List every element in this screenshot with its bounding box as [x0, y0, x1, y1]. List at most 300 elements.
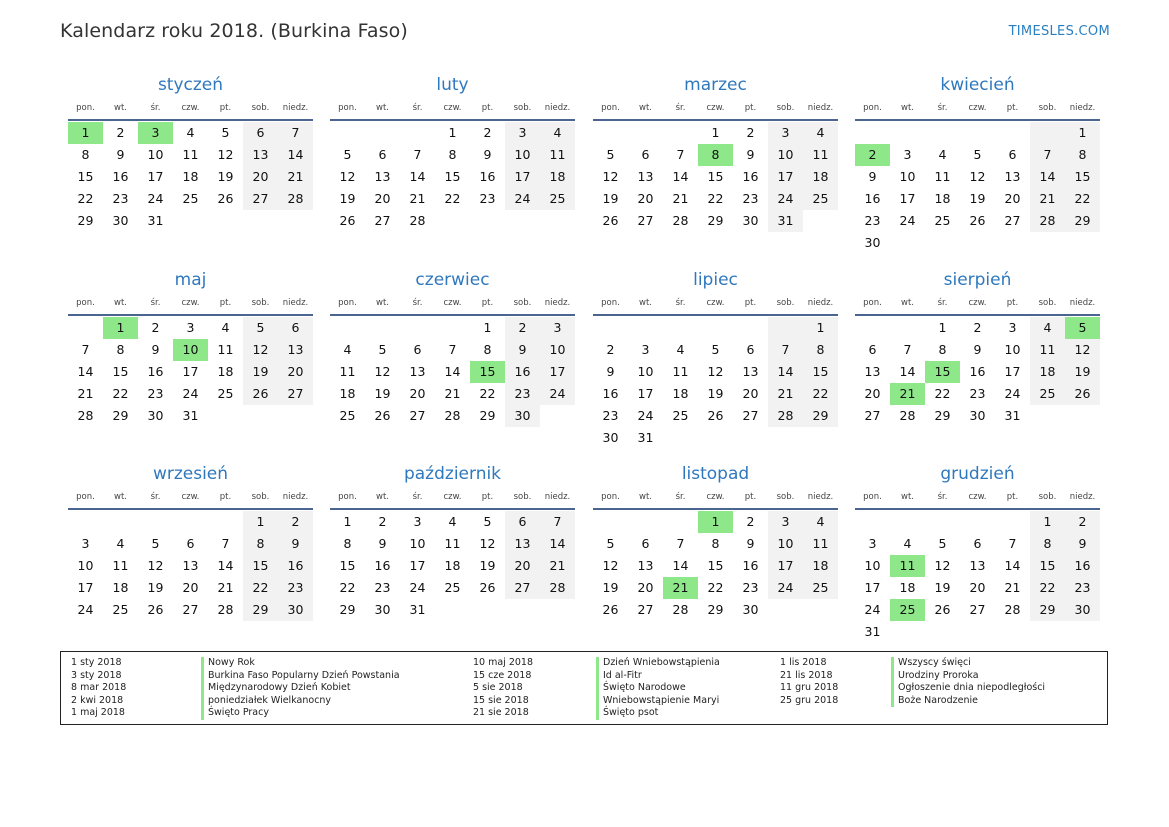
day-cell: 2 — [606, 342, 615, 357]
day-cell: 12 — [602, 558, 619, 573]
day-cell: 7 — [768, 339, 803, 361]
weekday-label: czw. — [706, 492, 725, 502]
day-cell: 9 — [378, 536, 387, 551]
day-cell: 27 — [278, 383, 313, 405]
weekday-label: pt. — [744, 298, 757, 308]
empty-cell — [1065, 621, 1100, 643]
day-cell: 3 — [81, 536, 90, 551]
empty-cell — [68, 511, 103, 533]
month-2 — [330, 72, 575, 232]
day-cell: 4 — [938, 147, 947, 162]
day-cell: 5 — [378, 342, 387, 357]
day-cell: 17 — [1004, 364, 1021, 379]
day-cell: 27 — [637, 602, 654, 617]
page-title: Kalendarz roku 2018. (Burkina Faso) — [60, 20, 408, 42]
day-cell: 19 — [707, 386, 724, 401]
empty-cell — [768, 317, 803, 339]
weekday-label: pon. — [601, 492, 620, 502]
day-cell: 8 — [343, 536, 352, 551]
empty-cell — [365, 122, 400, 144]
legend-col3-names — [891, 657, 1045, 707]
holiday-day-cell: 8 — [698, 144, 733, 166]
day-cell: 4 — [1030, 317, 1065, 339]
weekday-label: wt. — [376, 492, 389, 502]
month-3 — [593, 72, 838, 232]
day-cell: 25 — [112, 602, 129, 617]
day-cell: 7 — [676, 536, 685, 551]
day-cell: 12 — [479, 536, 496, 551]
legend-date: 21 lis 2018 — [780, 669, 833, 681]
day-cell: 22 — [803, 383, 838, 405]
day-cell: 31 — [637, 430, 654, 445]
day-cell: 9 — [746, 536, 755, 551]
day-cell: 28 — [217, 602, 234, 617]
day-cell: 14 — [1030, 166, 1065, 188]
day-cell: 18 — [803, 555, 838, 577]
day-cell: 8 — [938, 342, 947, 357]
weekday-label: niedz. — [807, 103, 834, 113]
day-cell: 27 — [1004, 213, 1021, 228]
day-cell: 27 — [374, 213, 391, 228]
day-cell: 21 — [77, 386, 94, 401]
day-cell: 6 — [1008, 147, 1017, 162]
day-cell: 24 — [637, 408, 654, 423]
legend-holiday-name: Nowy Rok — [201, 657, 400, 670]
day-cell: 21 — [672, 191, 689, 206]
empty-cell — [890, 317, 925, 339]
month-name: marzec — [684, 75, 747, 95]
day-cell: 9 — [606, 364, 615, 379]
weekday-label: śr. — [675, 298, 686, 308]
day-cell: 13 — [278, 339, 313, 361]
legend-date: 3 sty 2018 — [71, 669, 122, 681]
day-cell: 12 — [217, 147, 234, 162]
month-name: listopad — [681, 464, 750, 484]
day-cell: 8 — [81, 147, 90, 162]
day-cell: 2 — [973, 320, 982, 335]
empty-cell — [400, 317, 435, 339]
day-cell: 25 — [1030, 383, 1065, 405]
day-cell: 1 — [938, 320, 947, 335]
empty-cell — [435, 210, 470, 232]
holiday-day-cell: 21 — [890, 383, 925, 405]
month-name: grudzień — [940, 464, 1015, 484]
day-cell: 10 — [540, 339, 575, 361]
empty-cell — [663, 122, 698, 144]
day-cell: 21 — [217, 580, 234, 595]
legend-holiday-name: Ogłoszenie dnia niepodległości — [891, 682, 1045, 695]
empty-cell — [855, 317, 890, 339]
legend-col2-names — [596, 657, 720, 720]
day-cell: 25 — [182, 191, 199, 206]
weekday-label: sob. — [251, 298, 270, 308]
day-cell: 20 — [278, 361, 313, 383]
day-cell: 24 — [77, 602, 94, 617]
day-cell: 11 — [1030, 339, 1065, 361]
day-cell: 14 — [409, 169, 426, 184]
legend-date: 15 cze 2018 — [473, 669, 532, 681]
legend-date: 21 sie 2018 — [473, 707, 529, 719]
day-cell: 12 — [969, 169, 986, 184]
holiday-day-cell: 15 — [925, 361, 960, 383]
weekday-label: sob. — [1038, 492, 1057, 502]
day-cell: 19 — [602, 580, 619, 595]
day-cell: 29 — [1030, 599, 1065, 621]
day-cell: 12 — [934, 558, 951, 573]
day-cell: 28 — [77, 408, 94, 423]
empty-cell — [1030, 122, 1065, 144]
weekday-header — [593, 487, 838, 510]
month-10 — [330, 461, 575, 621]
empty-cell — [628, 317, 663, 339]
empty-cell — [925, 511, 960, 533]
empty-cell — [768, 599, 803, 621]
day-cell: 23 — [505, 383, 540, 405]
legend-col1-names — [201, 657, 400, 720]
day-cell: 20 — [182, 580, 199, 595]
day-cell: 7 — [413, 147, 422, 162]
day-cell: 13 — [505, 533, 540, 555]
day-cell: 29 — [112, 408, 129, 423]
day-cell: 23 — [969, 386, 986, 401]
weekday-label: wt. — [114, 103, 127, 113]
day-cell: 19 — [969, 191, 986, 206]
day-cell: 13 — [182, 558, 199, 573]
month-7 — [593, 267, 838, 449]
empty-cell — [1030, 405, 1065, 427]
legend-date: 1 sty 2018 — [71, 657, 122, 668]
holiday-day-cell: 15 — [470, 361, 505, 383]
day-cell: 6 — [868, 342, 877, 357]
day-cell: 28 — [278, 188, 313, 210]
day-cell: 9 — [868, 169, 877, 184]
month-name: styczeń — [157, 75, 224, 95]
weekday-header — [593, 98, 838, 121]
day-cell: 12 — [243, 339, 278, 361]
day-cell: 6 — [186, 536, 195, 551]
day-cell: 18 — [899, 580, 916, 595]
day-grid — [68, 122, 313, 232]
day-cell: 4 — [448, 514, 457, 529]
weekday-label: wt. — [376, 298, 389, 308]
day-cell: 24 — [409, 580, 426, 595]
empty-cell — [593, 511, 628, 533]
day-cell: 28 — [444, 408, 461, 423]
day-cell: 22 — [243, 577, 278, 599]
weekday-label: śr. — [150, 298, 161, 308]
day-cell: 16 — [505, 361, 540, 383]
empty-cell — [278, 405, 313, 427]
day-cell: 25 — [217, 386, 234, 401]
legend-holiday-name: Dzień Wniebowstąpienia — [596, 657, 720, 670]
day-cell: 10 — [77, 558, 94, 573]
day-cell: 3 — [540, 317, 575, 339]
legend-date: 1 lis 2018 — [780, 657, 827, 668]
day-grid — [330, 317, 575, 427]
day-cell: 8 — [243, 533, 278, 555]
day-cell: 31 — [1004, 408, 1021, 423]
day-cell: 28 — [1030, 210, 1065, 232]
day-cell: 20 — [637, 191, 654, 206]
day-cell: 23 — [112, 191, 129, 206]
day-cell: 5 — [606, 536, 615, 551]
empty-cell — [243, 405, 278, 427]
empty-cell — [243, 210, 278, 232]
empty-cell — [138, 511, 173, 533]
legend-date: 25 gru 2018 — [780, 694, 839, 706]
day-cell: 1 — [1065, 122, 1100, 144]
legend-holiday-name: Święto Narodowe — [596, 682, 720, 695]
month-name: lipiec — [693, 270, 738, 290]
day-cell: 27 — [409, 408, 426, 423]
day-cell: 18 — [444, 558, 461, 573]
day-cell: 5 — [973, 147, 982, 162]
day-cell: 12 — [147, 558, 164, 573]
day-cell: 11 — [339, 364, 356, 379]
day-cell: 8 — [448, 147, 457, 162]
month-name: maj — [174, 270, 207, 290]
weekday-label: pon. — [338, 298, 357, 308]
day-cell: 30 — [374, 602, 391, 617]
day-cell: 10 — [1004, 342, 1021, 357]
day-cell: 2 — [746, 514, 755, 529]
weekday-header — [330, 487, 575, 510]
day-cell: 3 — [903, 147, 912, 162]
day-cell: 17 — [182, 364, 199, 379]
legend-date: 10 maj 2018 — [473, 657, 534, 668]
day-cell: 25 — [934, 213, 951, 228]
day-grid — [593, 511, 838, 621]
day-cell: 5 — [938, 536, 947, 551]
day-cell: 20 — [409, 386, 426, 401]
legend-holiday-name: poniedziałek Wielkanocny — [201, 695, 400, 708]
weekday-label: pt. — [1006, 103, 1019, 113]
day-cell: 10 — [637, 364, 654, 379]
day-cell: 11 — [934, 169, 951, 184]
day-cell: 15 — [243, 555, 278, 577]
day-cell: 16 — [742, 169, 759, 184]
empty-cell — [698, 317, 733, 339]
day-cell: 30 — [602, 430, 619, 445]
day-cell: 20 — [374, 191, 391, 206]
day-cell: 20 — [742, 386, 759, 401]
day-cell: 16 — [112, 169, 129, 184]
day-cell: 13 — [409, 364, 426, 379]
day-cell: 31 — [182, 408, 199, 423]
weekday-label: śr. — [675, 103, 686, 113]
weekday-label: pon. — [601, 103, 620, 113]
day-cell: 1 — [243, 511, 278, 533]
empty-cell — [628, 511, 663, 533]
day-cell: 25 — [540, 188, 575, 210]
day-grid — [855, 511, 1100, 643]
empty-cell — [803, 427, 838, 449]
weekday-label: sob. — [776, 298, 795, 308]
day-cell: 30 — [505, 405, 540, 427]
day-cell: 24 — [899, 213, 916, 228]
day-cell: 13 — [969, 558, 986, 573]
legend-date: 5 sie 2018 — [473, 682, 523, 694]
legend-holiday-name: Burkina Faso Popularny Dzień Powstania — [201, 670, 400, 683]
weekday-label: czw. — [181, 103, 200, 113]
day-cell: 4 — [903, 536, 912, 551]
weekday-label: pon. — [338, 492, 357, 502]
legend-col3-dates — [780, 657, 838, 707]
day-cell: 23 — [742, 191, 759, 206]
day-cell: 8 — [116, 342, 125, 357]
weekday-header — [855, 293, 1100, 316]
day-cell: 22 — [112, 386, 129, 401]
weekday-label: niedz. — [544, 298, 571, 308]
day-cell: 3 — [1008, 320, 1017, 335]
brand-link[interactable]: TIMESLES.COM — [1008, 24, 1110, 39]
day-cell: 16 — [969, 364, 986, 379]
weekday-label: pt. — [744, 103, 757, 113]
legend-holiday-name: Boże Narodzenie — [891, 695, 1045, 708]
day-cell: 11 — [182, 147, 199, 162]
day-cell: 27 — [864, 408, 881, 423]
weekday-label: wt. — [639, 103, 652, 113]
empty-cell — [1030, 232, 1065, 254]
empty-cell — [995, 621, 1030, 643]
day-cell: 8 — [1030, 533, 1065, 555]
day-cell: 16 — [147, 364, 164, 379]
day-cell: 17 — [899, 191, 916, 206]
month-6 — [330, 267, 575, 427]
day-cell: 6 — [746, 342, 755, 357]
empty-cell — [663, 317, 698, 339]
weekday-label: niedz. — [282, 298, 309, 308]
day-cell: 14 — [672, 169, 689, 184]
empty-cell — [803, 210, 838, 232]
weekday-label: wt. — [901, 492, 914, 502]
day-cell: 15 — [707, 169, 724, 184]
day-cell: 4 — [186, 125, 195, 140]
empty-cell — [278, 210, 313, 232]
day-cell: 9 — [973, 342, 982, 357]
day-cell: 4 — [676, 342, 685, 357]
month-4 — [855, 72, 1100, 254]
empty-cell — [960, 621, 995, 643]
weekday-label: pt. — [1006, 298, 1019, 308]
day-cell: 30 — [1065, 599, 1100, 621]
day-cell: 20 — [969, 580, 986, 595]
day-cell: 7 — [81, 342, 90, 357]
day-cell: 22 — [934, 386, 951, 401]
day-cell: 23 — [742, 580, 759, 595]
empty-cell — [803, 599, 838, 621]
empty-cell — [960, 232, 995, 254]
day-cell: 29 — [934, 408, 951, 423]
day-cell: 5 — [243, 317, 278, 339]
day-cell: 9 — [746, 147, 755, 162]
day-cell: 22 — [1065, 188, 1100, 210]
day-cell: 14 — [899, 364, 916, 379]
month-name: czerwiec — [415, 270, 490, 290]
day-cell: 24 — [768, 577, 803, 599]
holiday-day-cell: 21 — [663, 577, 698, 599]
day-cell: 24 — [505, 188, 540, 210]
day-cell: 18 — [1030, 361, 1065, 383]
holiday-day-cell: 25 — [890, 599, 925, 621]
weekday-label: śr. — [937, 103, 948, 113]
day-cell: 21 — [1004, 580, 1021, 595]
empty-cell — [890, 621, 925, 643]
weekday-label: wt. — [901, 103, 914, 113]
day-cell: 21 — [768, 383, 803, 405]
day-cell: 18 — [934, 191, 951, 206]
month-name: sierpień — [943, 270, 1012, 290]
day-cell: 28 — [672, 213, 689, 228]
day-cell: 24 — [182, 386, 199, 401]
weekday-label: czw. — [706, 103, 725, 113]
day-grid — [855, 317, 1100, 427]
empty-cell — [330, 317, 365, 339]
day-cell: 23 — [278, 577, 313, 599]
weekday-label: czw. — [181, 492, 200, 502]
day-cell: 7 — [1030, 144, 1065, 166]
weekday-label: pt. — [481, 103, 494, 113]
day-cell: 26 — [243, 383, 278, 405]
empty-cell — [925, 122, 960, 144]
weekday-label: niedz. — [1069, 492, 1096, 502]
weekday-label: wt. — [376, 103, 389, 113]
empty-cell — [890, 232, 925, 254]
day-cell: 17 — [505, 166, 540, 188]
day-cell: 16 — [1065, 555, 1100, 577]
month-8 — [855, 267, 1100, 427]
empty-cell — [505, 210, 540, 232]
day-cell: 3 — [641, 342, 650, 357]
day-cell: 24 — [147, 191, 164, 206]
empty-cell — [663, 511, 698, 533]
weekday-header — [68, 293, 313, 316]
day-cell: 19 — [1065, 361, 1100, 383]
day-cell: 28 — [768, 405, 803, 427]
day-cell: 9 — [1065, 533, 1100, 555]
day-cell: 17 — [77, 580, 94, 595]
day-cell: 1 — [711, 125, 720, 140]
weekday-label: wt. — [639, 492, 652, 502]
day-cell: 26 — [147, 602, 164, 617]
empty-cell — [103, 511, 138, 533]
day-cell: 15 — [1030, 555, 1065, 577]
day-cell: 7 — [278, 122, 313, 144]
weekday-label: czw. — [181, 298, 200, 308]
empty-cell — [400, 122, 435, 144]
day-cell: 17 — [637, 386, 654, 401]
weekday-label: sob. — [513, 492, 532, 502]
day-cell: 9 — [151, 342, 160, 357]
month-12 — [855, 461, 1100, 643]
day-cell: 23 — [602, 408, 619, 423]
day-cell: 22 — [1030, 577, 1065, 599]
day-cell: 21 — [444, 386, 461, 401]
day-cell: 30 — [278, 599, 313, 621]
day-cell: 26 — [707, 408, 724, 423]
day-cell: 19 — [374, 386, 391, 401]
day-cell: 3 — [413, 514, 422, 529]
empty-cell — [505, 599, 540, 621]
weekday-label: sob. — [1038, 298, 1057, 308]
weekday-header — [855, 487, 1100, 510]
empty-cell — [1065, 232, 1100, 254]
empty-cell — [698, 427, 733, 449]
empty-cell — [768, 427, 803, 449]
day-cell: 9 — [505, 339, 540, 361]
day-cell: 10 — [768, 144, 803, 166]
weekday-header — [855, 98, 1100, 121]
